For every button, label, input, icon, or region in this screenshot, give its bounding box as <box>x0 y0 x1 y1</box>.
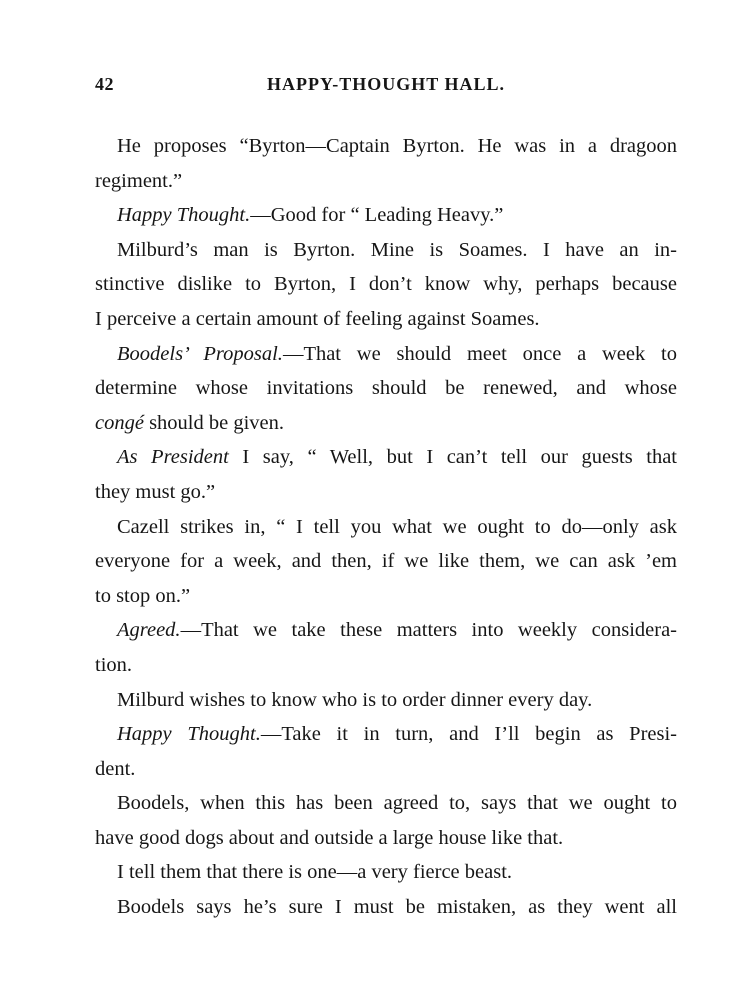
text-span: determine whose invitations should be renewed, and whose <box>95 377 677 400</box>
text-span: dent. <box>95 757 136 780</box>
text-span: I say, “ Well, but I can’t tell our guests that <box>228 446 677 469</box>
text-span: Boodels, when this has been agreed to, says that we ought to <box>117 792 677 815</box>
italic-text-span: Agreed. <box>117 619 181 642</box>
text-line <box>95 440 677 475</box>
text-span: regiment.” <box>95 169 183 192</box>
text-span: —That we take these matters into weekly considera- <box>180 619 677 642</box>
text-line <box>95 510 677 545</box>
text-span: —That we should meet once a week to <box>282 342 677 365</box>
text-line <box>95 890 677 925</box>
italic-text-span: Happy Thought. <box>117 204 251 227</box>
body-text <box>95 129 677 925</box>
italic-text-span: Boodels’ Proposal. <box>117 342 283 365</box>
text-span: —Good for “ Leading Heavy.” <box>250 204 504 227</box>
italic-text-span: congé <box>95 411 144 434</box>
text-line <box>95 475 677 510</box>
text-span: I perceive a certain amount of feeling against Soames. <box>95 307 540 330</box>
text-line <box>95 544 677 579</box>
text-span: stinctive dislike to Byrton, I don’t know why, perhaps because <box>95 273 677 296</box>
text-line <box>95 683 677 718</box>
text-line <box>95 302 677 337</box>
text-line <box>95 786 677 821</box>
text-span: Cazell strikes in, “ I tell you what we ought to do—only ask <box>117 515 677 538</box>
text-line <box>95 855 677 890</box>
italic-text-span: As President <box>117 446 229 469</box>
text-line <box>95 406 677 441</box>
text-line <box>95 164 677 199</box>
text-line <box>95 337 677 372</box>
text-line <box>95 579 677 614</box>
text-span: to stop on.” <box>95 584 191 607</box>
text-span: I tell them that there is one—a very fierce beast. <box>117 861 513 884</box>
text-line <box>95 198 677 233</box>
text-span: everyone for a week, and then, if we like them, we can ask ’em <box>95 550 677 573</box>
text-span: Boodels says he’s sure I must be mistaken, as they went all <box>117 896 677 919</box>
text-span: have good dogs about and outside a large house like that. <box>95 826 564 849</box>
text-span: —Take it in turn, and I’ll begin as Presi- <box>260 723 677 746</box>
running-header <box>95 74 677 104</box>
text-span: Milburd’s man is Byrton. Mine is Soames. I have an in- <box>117 238 677 261</box>
page-number: 42 <box>95 74 114 94</box>
text-span: they must go.” <box>95 480 216 503</box>
text-line <box>95 752 677 787</box>
text-span: He proposes “Byrton—Captain Byrton. He was in a dragoon <box>117 135 677 157</box>
text-line <box>95 233 677 268</box>
text-line <box>95 613 677 648</box>
text-line <box>95 371 677 406</box>
text-line <box>95 129 677 164</box>
text-span: Milburd wishes to know who is to order dinner every day. <box>117 688 593 711</box>
running-title: HAPPY-THOUGHT HALL. <box>266 74 506 94</box>
text-line <box>95 717 677 752</box>
italic-text-span: Happy Thought. <box>117 723 261 746</box>
text-span: tion. <box>95 653 133 676</box>
text-line <box>95 648 677 683</box>
text-line <box>95 267 677 302</box>
text-line <box>95 821 677 856</box>
text-span: should be given. <box>143 411 285 434</box>
